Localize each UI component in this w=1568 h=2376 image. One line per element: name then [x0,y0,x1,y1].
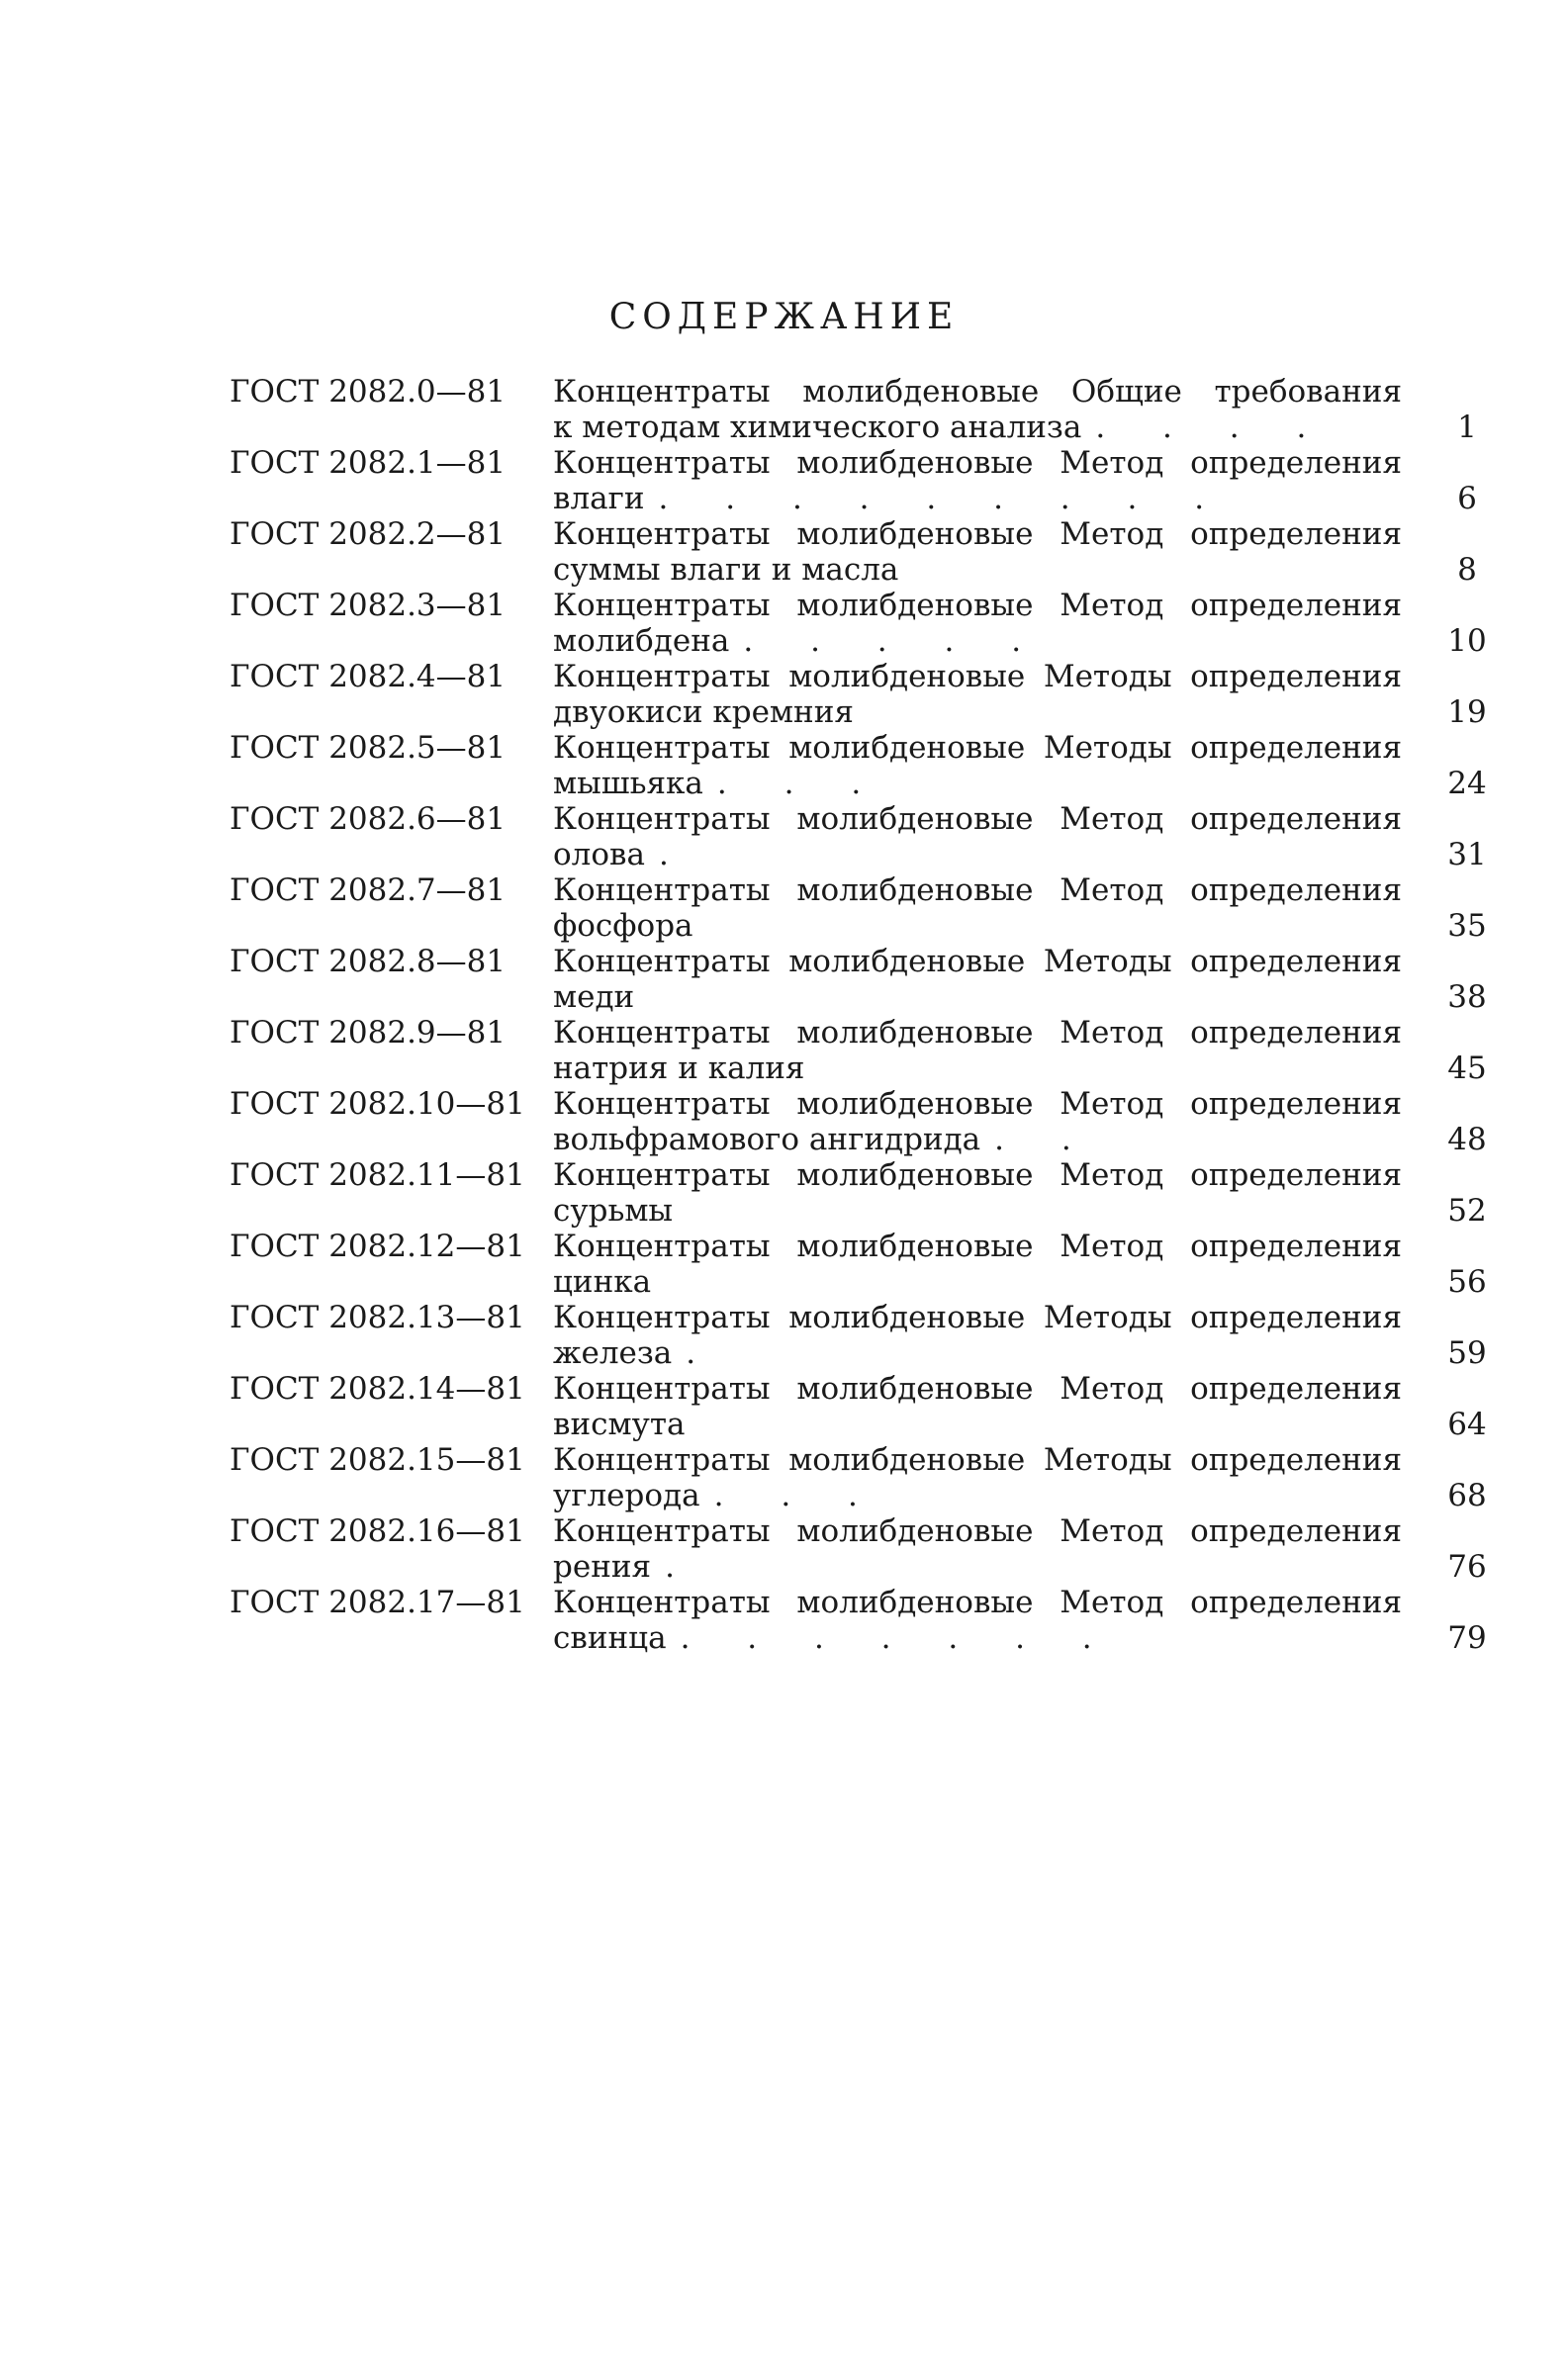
gost-code: ГОСТ 2082.10—81 [230,1086,525,1122]
entry-title: Концентраты молибденовые Метод определения [553,1086,1402,1122]
entry-subtitle: цинка [553,1264,652,1300]
gost-code: ГОСТ 2082.11—81 [230,1157,525,1193]
dot-leader: . . . . . [743,623,1046,659]
toc-entry [230,445,1506,516]
gost-code: ГОСТ 2082.17—81 [230,1585,525,1620]
toc-entry [230,944,1506,1015]
entry-subtitle-line [553,1051,1402,1086]
entry-subtitle-line [553,1549,1402,1585]
dot-leader: . . . . [1095,410,1331,445]
entry-subtitle-line [553,837,1402,872]
entry-subtitle: фосфора [553,908,693,944]
page-number: 64 [1447,1407,1487,1442]
toc-entry [230,1442,1506,1513]
entry-title: Концентраты молибденовые Метод определения [553,1513,1402,1549]
entry-title: Концентраты молибденовые Метод определения [553,1585,1402,1620]
entry-title: Концентраты молибденовые Метод определения [553,516,1402,552]
entry-subtitle-line [553,979,1402,1015]
dot-leader: . [686,1335,720,1371]
page-number: 45 [1447,1051,1487,1086]
dot-leader: . . . . . . . [680,1620,1116,1656]
dot-leader: . . . [713,1478,881,1513]
entry-subtitle-line [553,552,1402,588]
entry-subtitle-line [553,694,1402,730]
entry-subtitle-line [553,1335,1402,1371]
page-number: 59 [1447,1335,1487,1371]
gost-code: ГОСТ 2082.3—81 [230,588,507,623]
entry-title: Концентраты молибденовые Метод определения [553,1229,1402,1264]
entry-subtitle: двуокиси кремния [553,694,854,730]
entry-subtitle-line [553,766,1402,801]
page-number: 1 [1457,410,1477,445]
entry-subtitle-line [553,623,1402,659]
gost-code: ГОСТ 2082.7—81 [230,872,507,908]
toc-entry [230,1300,1506,1371]
page-number: 24 [1447,766,1487,801]
entry-subtitle-line [553,908,1402,944]
toc-entry [230,588,1506,659]
entry-subtitle: сурьмы [553,1193,674,1229]
entry-title: Концентраты молибденовые Методы определения [553,944,1402,979]
entry-subtitle-line [553,1122,1402,1157]
page-number: 8 [1457,552,1477,588]
page-number: 19 [1447,694,1487,730]
page-number: 35 [1447,908,1487,944]
toc-entry [230,374,1506,445]
page-number: 52 [1447,1193,1487,1229]
dot-leader: . . [994,1122,1095,1157]
entry-title: Концентраты молибденовые Методы определения [553,659,1402,694]
entry-subtitle: железа [553,1335,673,1371]
entry-subtitle: влаги [553,481,645,516]
toc-entry [230,801,1506,872]
page-number: 6 [1457,481,1477,516]
gost-code: ГОСТ 2082.4—81 [230,659,507,694]
toc-entry [230,516,1506,588]
entry-title: Концентраты молибденовые Общие требования [553,374,1402,410]
toc-entry [230,1086,1506,1157]
toc-entry [230,872,1506,944]
toc-entry [230,1229,1506,1300]
gost-code: ГОСТ 2082.13—81 [230,1300,525,1335]
page-number: 48 [1447,1122,1487,1157]
entry-subtitle-line [553,481,1402,516]
entry-subtitle: суммы влаги и масла [553,552,899,588]
gost-code: ГОСТ 2082.14—81 [230,1371,525,1407]
page-number: 10 [1447,623,1487,659]
gost-code: ГОСТ 2082.16—81 [230,1513,525,1549]
toc-entry [230,730,1506,801]
entry-title: Концентраты молибденовые Метод определения [553,1371,1402,1407]
dot-leader: . [658,837,692,872]
entry-title: Концентраты молибденовые Метод определения [553,445,1402,481]
dot-leader: . . . . . . . . . [658,481,1229,516]
entry-title: Концентраты молибденовые Методы определения [553,1442,1402,1478]
toc-entry [230,1015,1506,1086]
entry-subtitle: натрия и калия [553,1051,805,1086]
gost-code: ГОСТ 2082.12—81 [230,1229,525,1264]
gost-code: ГОСТ 2082.15—81 [230,1442,525,1478]
gost-code: ГОСТ 2082.1—81 [230,445,507,481]
gost-code: ГОСТ 2082.2—81 [230,516,507,552]
toc-entry [230,1513,1506,1585]
entry-subtitle-line [553,1407,1402,1442]
entry-subtitle: рения [553,1549,652,1585]
entry-subtitle: мышьяка [553,766,703,801]
toc-entry [230,1157,1506,1229]
entry-subtitle-line [553,1264,1402,1300]
entry-subtitle: углерода [553,1478,700,1513]
page-number: 38 [1447,979,1487,1015]
entry-subtitle: олова [553,837,645,872]
entry-subtitle: свинца [553,1620,667,1656]
page-number: 68 [1447,1478,1487,1513]
page-title: СОДЕРЖАНИЕ [608,297,960,337]
entry-title: Концентраты молибденовые Методы определения [553,730,1402,766]
entry-title: Концентраты молибденовые Метод определения [553,801,1402,837]
dot-leader: . . . [716,766,885,801]
toc-entry [230,659,1506,730]
entry-subtitle: вольфрамового ангидрида [553,1122,981,1157]
entry-title: Концентраты молибденовые Метод определения [553,1157,1402,1193]
entry-subtitle: висмута [553,1407,686,1442]
entry-subtitle: меди [553,979,635,1015]
gost-code: ГОСТ 2082.9—81 [230,1015,507,1051]
gost-code: ГОСТ 2082.0—81 [230,374,507,410]
entry-subtitle: к методам химического анализа [553,410,1082,445]
table-of-contents [230,374,1506,1656]
dot-leader: . [665,1549,698,1585]
gost-code: ГОСТ 2082.8—81 [230,944,507,979]
entry-title: Концентраты молибденовые Метод определения [553,588,1402,623]
entry-subtitle-line [553,1478,1402,1513]
page-number: 56 [1447,1264,1487,1300]
gost-code: ГОСТ 2082.5—81 [230,730,507,766]
page-number: 76 [1447,1549,1487,1585]
entry-subtitle: молибдена [553,623,730,659]
page-number: 79 [1447,1620,1487,1656]
entry-subtitle-line [553,1193,1402,1229]
entry-title: Концентраты молибденовые Метод определения [553,1015,1402,1051]
entry-subtitle-line [553,1620,1402,1656]
page-number: 31 [1447,837,1487,872]
entry-title: Концентраты молибденовые Метод определения [553,872,1402,908]
gost-code: ГОСТ 2082.6—81 [230,801,507,837]
entry-subtitle-line [553,410,1402,445]
entry-title: Концентраты молибденовые Методы определения [553,1300,1402,1335]
toc-entry [230,1371,1506,1442]
toc-entry [230,1585,1506,1656]
